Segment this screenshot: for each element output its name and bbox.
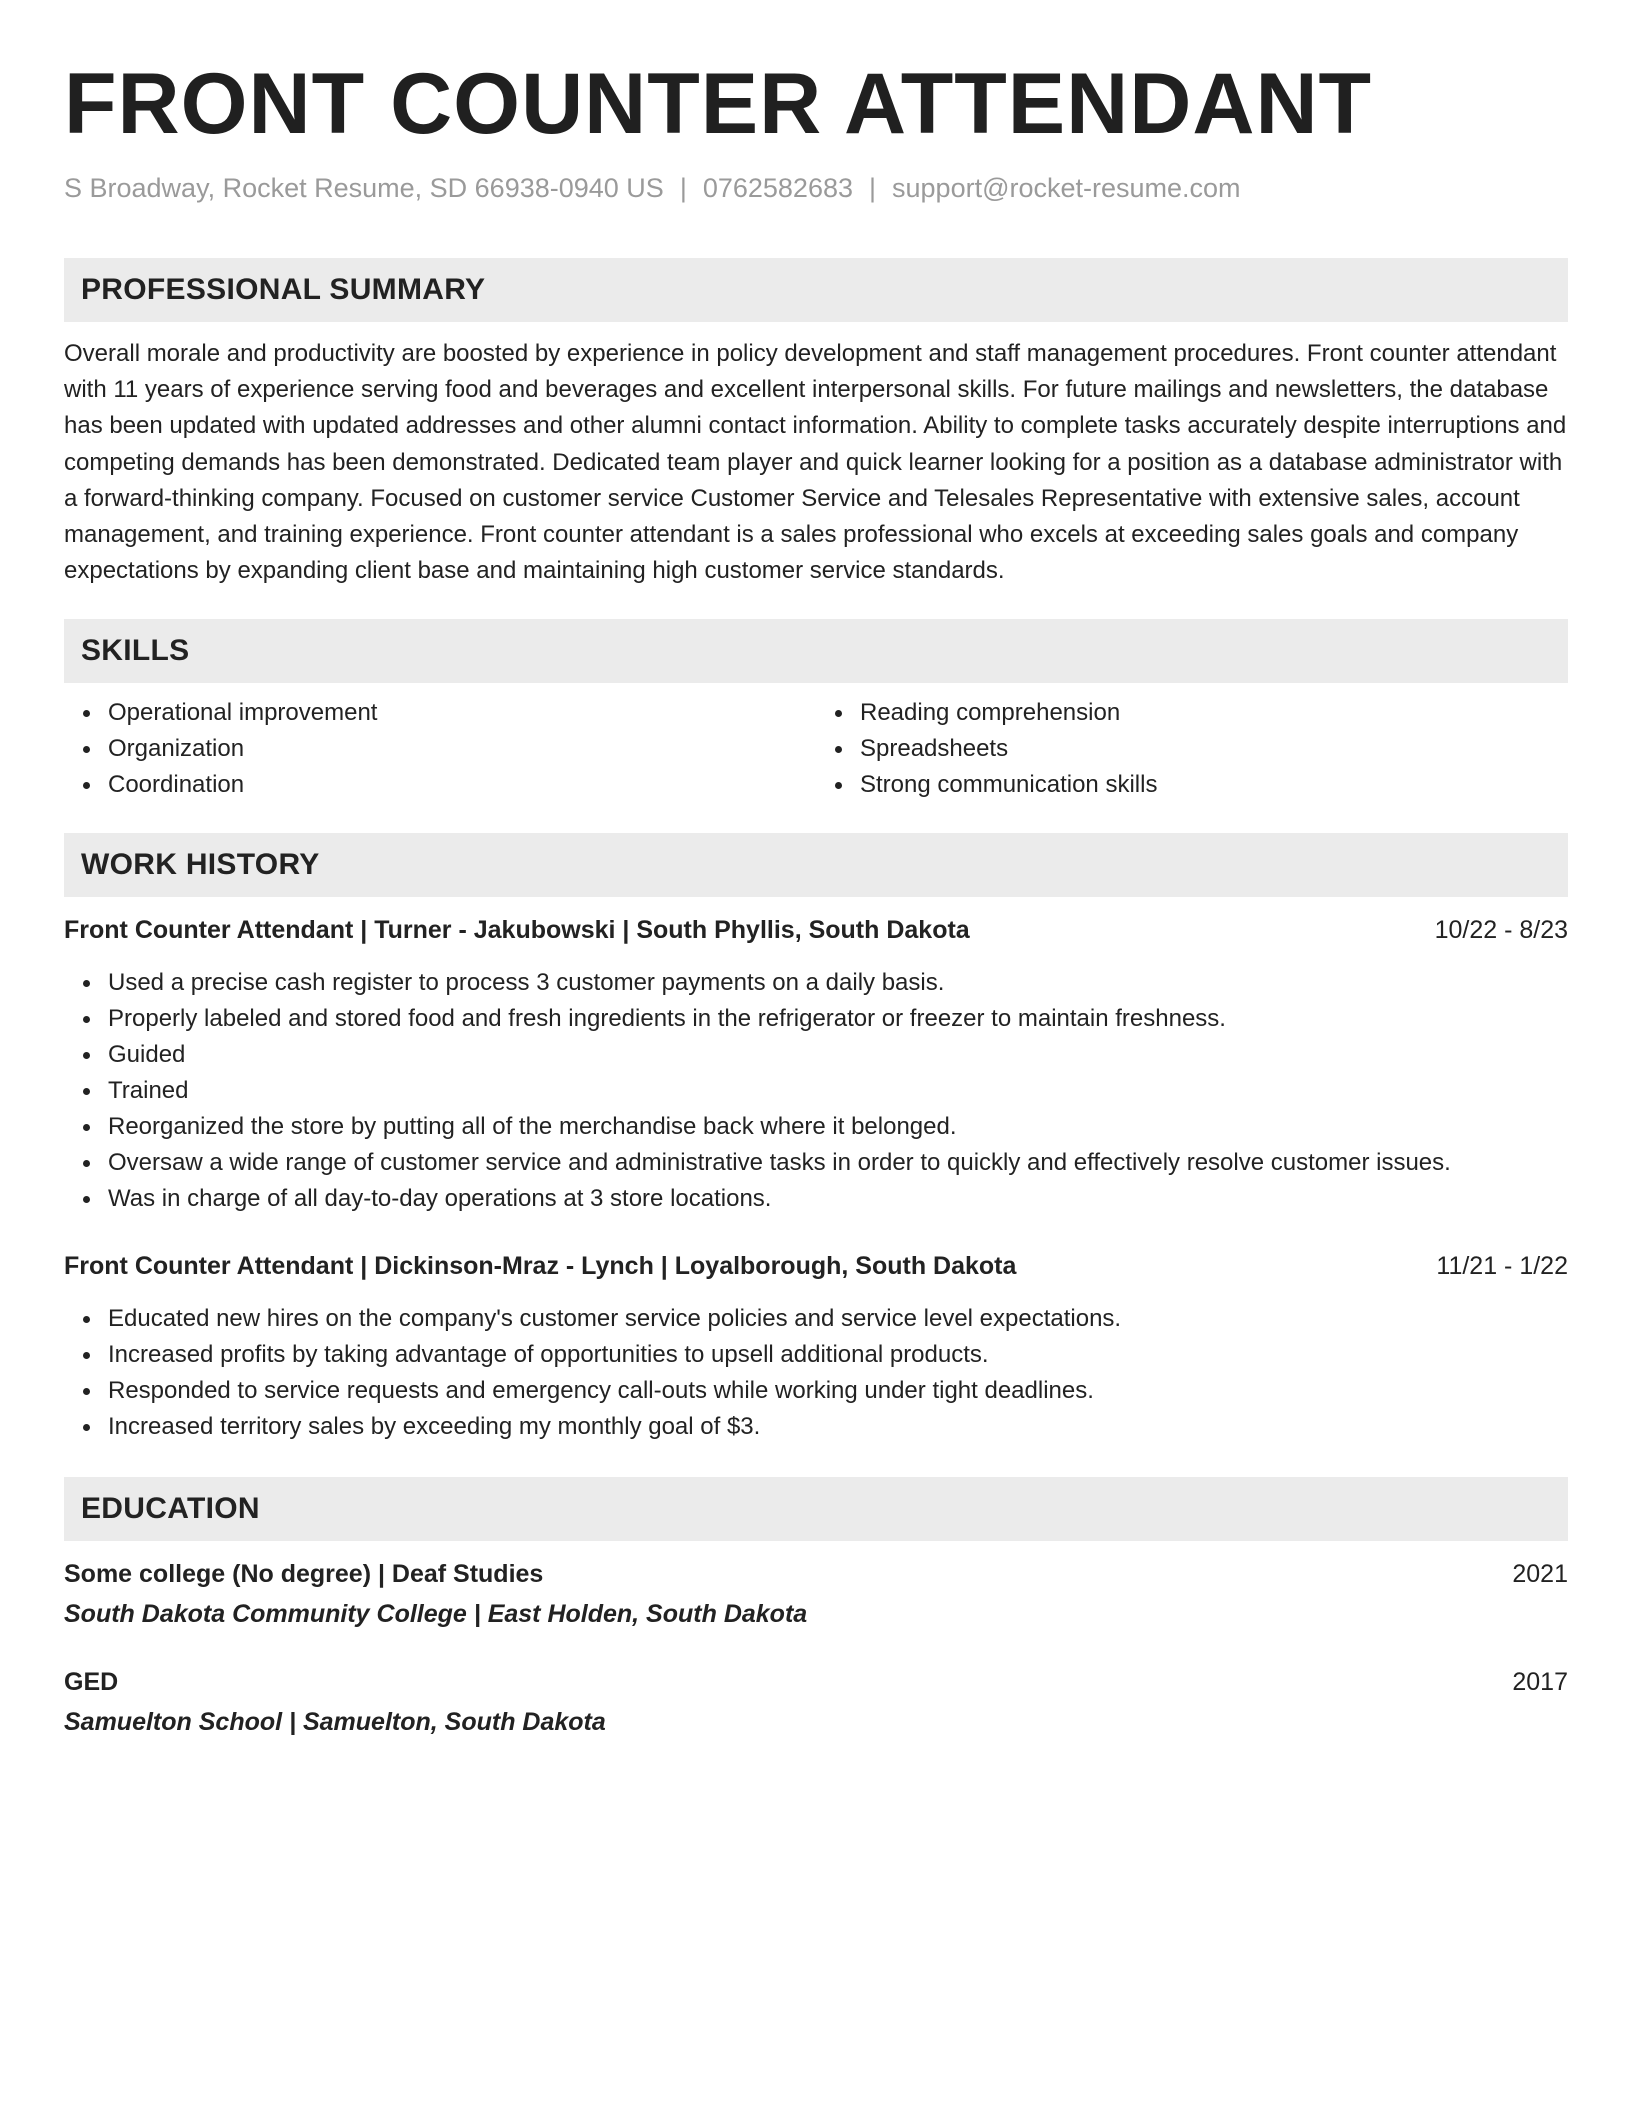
job-duty: Was in charge of all day-to-day operations at 3 store locations. <box>108 1181 1568 1217</box>
contact-phone: 0762582683 <box>702 173 853 203</box>
skill-item: Spreadsheets <box>860 731 1568 767</box>
skill-item: Strong communication skills <box>860 767 1568 803</box>
skill-item: Reading comprehension <box>860 695 1568 731</box>
contact-address: S Broadway, Rocket Resume, SD 66938-0940 US <box>64 173 664 203</box>
skills-column-right <box>816 695 1568 803</box>
job-duty: Increased territory sales by exceeding my monthly goal of $3. <box>108 1409 1568 1445</box>
job-duty: Oversaw a wide range of customer service and administrative tasks in order to quickly and effectively resolve customer issues. <box>108 1145 1568 1181</box>
section-header-professional-summary: PROFESSIONAL SUMMARY <box>64 258 1568 322</box>
contact-email: support@rocket-resume.com <box>892 173 1241 203</box>
education-heading <box>64 1665 1568 1699</box>
section-header-skills: SKILLS <box>64 619 1568 683</box>
job-duty: Properly labeled and stored food and fresh ingredients in the refrigerator or freezer to maintain freshness. <box>108 1001 1568 1037</box>
job-duties-list <box>64 1301 1568 1445</box>
job-title: Front Counter Attendant | Turner - Jakubowski | South Phyllis, South Dakota <box>64 916 970 945</box>
education-degree: Some college (No degree) | Deaf Studies <box>64 1560 544 1589</box>
education-year: 2017 <box>1512 1668 1568 1697</box>
skill-item: Organization <box>108 731 816 767</box>
candidate-name: FRONT COUNTER ATTENDANT <box>64 56 1373 152</box>
education-school: South Dakota Community College | East Holden, South Dakota <box>64 1600 808 1629</box>
job-duty: Responded to service requests and emergency call-outs while working under tight deadlines. <box>108 1373 1568 1409</box>
education-heading <box>64 1557 1568 1591</box>
skill-item: Operational improvement <box>108 695 816 731</box>
job-duty: Guided <box>108 1037 1568 1073</box>
job-heading <box>64 913 1568 947</box>
summary-text: Overall morale and productivity are boosted by experience in policy development and staff management procedures. Front counter attendant with 11 years of experience serving food and beverages and excellent interpersonal skills. For future mailings and newsletters, the database has been updated with updated addresses and other alumni contact information. Ability to complete tasks accurately despite interruptions and competing demands has been demonstrated. Dedicated team player and quick learner looking for a position as a database administrator with a forward-thinking company. Focused on customer service Customer Service and Telesales Representative with extensive sales, account management, and training experience. Front counter attendant is a sales professional who excels at exceeding sales goals and company expectations by expanding client base and maintaining high customer service standards. <box>64 340 1567 585</box>
contact-separator: | <box>869 173 877 203</box>
job-duty: Reorganized the store by putting all of the merchandise back where it belonged. <box>108 1109 1568 1145</box>
job-duties-list <box>64 965 1568 1217</box>
job-dates: 11/21 - 1/22 <box>1436 1252 1568 1281</box>
contact-line <box>64 170 1568 206</box>
skills-column-left <box>64 695 816 803</box>
job-duty: Increased profits by taking advantage of opportunities to upsell additional products. <box>108 1337 1568 1373</box>
job-dates: 10/22 - 8/23 <box>1434 916 1568 945</box>
education-year: 2021 <box>1512 1560 1568 1589</box>
section-header-work-history: WORK HISTORY <box>64 833 1568 897</box>
job-title: Front Counter Attendant | Dickinson-Mraz - Lynch | Loyalborough, South Dakota <box>64 1252 1017 1281</box>
job-duty: Used a precise cash register to process 3 customer payments on a daily basis. <box>108 965 1568 1001</box>
skill-item: Coordination <box>108 767 816 803</box>
education-school: Samuelton School | Samuelton, South Dakota <box>64 1708 606 1737</box>
skills-list <box>64 695 1568 803</box>
job-duty: Educated new hires on the company's customer service policies and service level expectations. <box>108 1301 1568 1337</box>
section-header-education: EDUCATION <box>64 1477 1568 1541</box>
job-heading <box>64 1249 1568 1283</box>
education-degree: GED <box>64 1668 119 1697</box>
job-duty: Trained <box>108 1073 1568 1109</box>
contact-separator: | <box>679 173 687 203</box>
